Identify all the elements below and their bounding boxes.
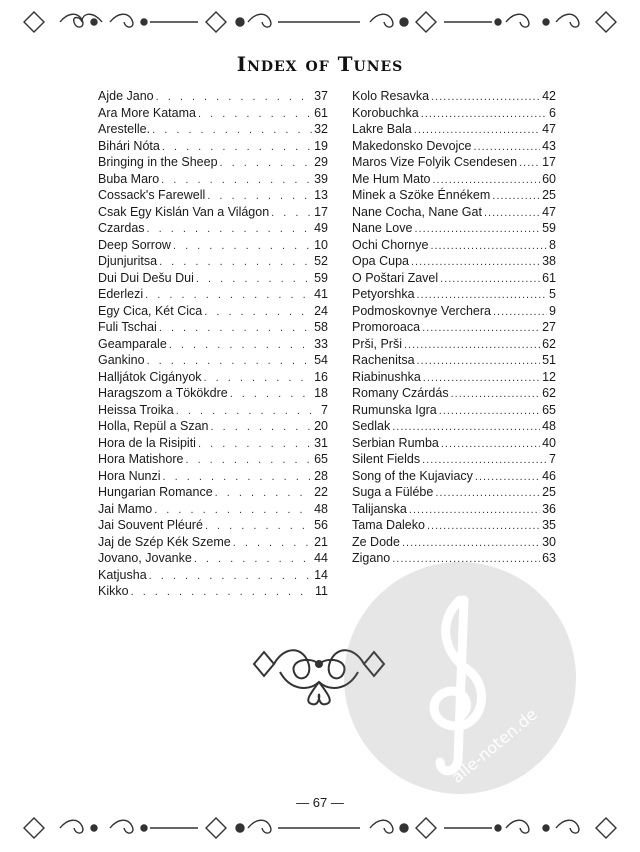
index-entry [98,253,328,270]
page-ref: 49 [314,221,328,235]
tune-name: Jai Mamo [98,501,153,516]
index-entry [352,534,556,551]
page-ref: 22 [314,485,328,499]
index-entry [352,303,556,320]
tune-name: Promoroaca [352,320,421,334]
page-ref: 28 [314,468,328,483]
page-ref: 54 [314,353,328,367]
page-title: Index of Tunes [236,52,404,76]
page-ref: 30 [542,534,556,549]
tune-name: Bihári Nóta [98,138,160,153]
dot-leader [149,568,312,585]
index-entry [98,468,328,485]
bottom-ornamental-border [20,814,620,842]
tune-name: Riabinushka [352,369,421,384]
page-ref: 19 [314,138,328,153]
dot-leader [169,337,312,354]
index-entry [352,121,556,138]
page-ref: 47 [542,204,556,219]
dot-leader [173,238,312,255]
index-entry [352,468,556,485]
tune-name: Arestelle. [98,122,151,136]
index-entry [352,369,556,386]
index-entry [352,253,556,270]
dot-leader [198,106,312,123]
index-entry [352,319,556,336]
tune-name: Halljátok Cigányok [98,369,202,384]
tune-name: Deep Sorrow [98,237,171,252]
tune-name: Nane Love [352,221,413,235]
tune-name: Djunjuritsa [98,254,158,268]
index-entry [98,451,328,468]
page-ref: 56 [314,518,328,532]
tune-name: Kolo Resavka [352,89,430,103]
page-ref: 46 [542,468,556,483]
tune-name: Serbian Rumba [352,435,439,450]
index-entry [352,484,556,501]
index-entry [98,484,328,501]
dot-leader [414,122,540,139]
knot-ornament [250,642,388,708]
dot-leader [493,304,547,321]
index-entry [98,435,328,452]
tune-name: Czardas [98,221,145,235]
index-entry [98,121,328,138]
dot-leader [220,155,313,172]
dot-leader [441,436,540,453]
dot-leader [474,139,541,156]
dot-leader [194,551,312,568]
dot-leader [422,320,540,337]
dot-leader [414,221,540,238]
page-ref: 41 [314,287,328,301]
dot-leader [204,370,313,387]
tune-name: Maros Vize Folyik Csendesen [352,155,518,169]
page-ref: 6 [549,105,556,120]
page-ref: 25 [542,485,556,499]
index-entry [352,385,556,402]
dot-leader [421,106,547,123]
page-ref: 62 [542,386,556,400]
tune-name: Silent Fields [352,452,421,466]
dot-leader [422,452,547,469]
page-ref: 58 [314,320,328,334]
dot-leader [196,271,312,288]
knot-ornament-icon [250,642,388,708]
dot-leader [163,469,313,486]
tune-name: Kikko [98,584,129,598]
page-ref: 21 [314,534,328,549]
dot-leader [519,155,540,172]
dot-leader [147,221,313,238]
tune-name: Ochi Chornye [352,237,429,252]
index-entry [352,237,556,254]
tune-name: Dui Dui Dešu Dui [98,270,194,285]
dot-leader [152,122,312,139]
ornamental-border-icon [20,814,620,842]
index-entry [352,550,556,567]
index-entry [98,369,328,386]
index-entry [98,319,328,336]
dot-leader [392,419,540,436]
tune-name: Hungarian Romance [98,485,213,499]
page-ref: 29 [314,155,328,169]
tune-name: Rumunska Igra [352,402,437,417]
index-entry [98,204,328,221]
page-ref: 51 [542,353,556,367]
index-entry [98,220,328,237]
page-ref: 11 [315,584,328,598]
index-entry [98,171,328,188]
tune-name: Opa Cupa [352,254,409,268]
page-ref: 42 [542,89,556,103]
dot-leader [417,353,541,370]
tune-name: Haragszom a Tökökdre [98,386,228,400]
page-ref: 59 [314,270,328,285]
tune-name: Cossack's Farewell [98,188,206,202]
page-ref: 44 [314,551,328,565]
dot-leader [435,485,540,502]
tune-name: Geamparale [98,336,167,351]
dot-leader [439,403,540,420]
index-entry [98,336,328,353]
page-ref: 32 [314,122,328,136]
index-entry [352,501,556,518]
index-entry [98,402,328,419]
tune-name: Hora Matishore [98,452,184,466]
tune-name: Ederlezi [98,287,144,301]
page-ref: 65 [314,452,328,466]
index-entry [352,220,556,237]
tune-name: Ajde Jano [98,89,154,103]
index-entry [352,435,556,452]
tune-name: O Poštari Zavel [352,270,439,285]
page-ref: 5 [549,287,556,301]
page-ref: 25 [542,188,556,202]
index-entry [352,286,556,303]
page-ref: 20 [314,419,328,433]
dot-leader [392,551,540,568]
index-entry [98,501,328,518]
tune-name: Hora de la Risipiti [98,435,196,450]
tune-name: Jai Souvent Pléuré [98,518,203,532]
index-entry [352,402,556,419]
page-ref: 7 [549,452,556,466]
index-entry [98,303,328,320]
tune-name: Hora Nunzi [98,468,161,483]
index-entry [352,336,556,353]
index-entry [98,534,328,551]
tune-name: Egy Cica, Két Cica [98,303,203,318]
ornamental-border-icon [20,8,620,36]
index-entry [98,517,328,534]
page-ref: 48 [314,501,328,516]
index-column-right [352,88,556,567]
tune-name: Suga a Fülébe [352,485,434,499]
dot-leader [154,502,312,519]
tune-name: Makedonsko Devojce [352,138,472,153]
index-entry [352,171,556,188]
index-entry [352,451,556,468]
index-entry [98,138,328,155]
page-ref: 40 [542,435,556,450]
index-entry [352,88,556,105]
page-ref: 52 [314,254,328,268]
index-entry [98,550,328,567]
dot-leader [411,254,540,271]
tune-name: Lakre Bala [352,122,412,136]
tune-name: Romany Czárdás [352,386,449,400]
dot-leader [161,172,312,189]
page-ref: 65 [542,402,556,417]
page-ref: 12 [542,369,556,384]
page-ref: 8 [549,237,556,252]
page-ref: 38 [542,254,556,268]
tune-name: Bringing in the Sheep [98,155,218,169]
page-ref: 62 [542,336,556,351]
index-entry [352,352,556,369]
index-entry [98,385,328,402]
index-entry [98,567,328,584]
index-entry [98,187,328,204]
tune-name: Heissa Troika [98,402,174,417]
dot-leader [230,386,312,403]
tune-name: Ara More Katama [98,105,196,120]
page-ref: 17 [314,204,328,219]
dot-leader [423,370,540,387]
tune-name: Talijanska [352,501,407,516]
page-ref: 18 [314,386,328,400]
dot-leader [440,271,540,288]
page-ref: 39 [314,171,328,186]
dot-leader [204,304,312,321]
dot-leader [475,469,540,486]
index-entry [98,237,328,254]
tune-name: Ze Dode [352,534,400,549]
tune-name: Tama Daleko [352,518,425,532]
index-column-left [98,88,328,600]
page-ref: 33 [314,336,328,351]
tune-name: Zigano [352,551,391,565]
dot-leader [162,139,312,156]
index-entry [352,418,556,435]
index-entry [352,105,556,122]
index-entry [98,88,328,105]
dot-leader [145,287,312,304]
tune-name: Nane Cocha, Nane Gat [352,204,482,219]
dot-leader [433,172,541,189]
page-ref: 63 [542,551,556,565]
page-ref: 7 [321,402,328,417]
index-entry [352,154,556,171]
tune-name: Holla, Repül a Szan [98,419,209,433]
index-entry [98,352,328,369]
tune-name: Podmoskovnye Verchera [352,303,491,318]
page-ref: 61 [542,270,556,285]
tune-name: Katjusha [98,567,147,582]
page-ref: 47 [542,122,556,136]
dot-leader [159,254,312,271]
dot-leader [207,188,312,205]
tune-name: Jovano, Jovanke [98,551,192,565]
page-ref: 48 [542,419,556,433]
page-number: — 67 — [296,795,344,810]
index-entry [98,105,328,122]
dot-leader [430,238,547,255]
page-ref: 24 [314,303,328,318]
tune-name: Me Hum Mato [352,171,431,186]
dot-leader [402,535,540,552]
index-entry [352,270,556,287]
dot-leader [271,205,312,222]
dot-leader [233,535,312,552]
page-ref: 60 [542,171,556,186]
page-ref: 43 [542,138,556,153]
dot-leader [492,188,540,205]
dot-leader [210,419,312,436]
dot-leader [156,89,312,106]
index-entry [98,418,328,435]
page-ref: 27 [542,320,556,334]
dot-leader [451,386,541,403]
index-entry [98,286,328,303]
dot-leader [431,89,540,106]
tune-name: Csak Egy Kislán Van a Világon [98,204,270,219]
index-entry [352,517,556,534]
index-entry [352,138,556,155]
page-ref: 14 [314,567,328,582]
dot-leader [147,353,313,370]
dot-leader [176,403,319,420]
dot-leader [159,320,312,337]
index-entry [352,204,556,221]
tune-name: Minek a Szöke Énnékem [352,188,491,202]
page-ref: 36 [542,501,556,516]
dot-leader [131,584,313,601]
page-ref: 17 [542,155,556,169]
dot-leader [205,518,312,535]
tune-name: Buba Maro [98,171,160,186]
page-ref: 59 [542,221,556,235]
top-ornamental-border [20,8,620,36]
dot-leader [198,436,312,453]
page-ref: 35 [542,518,556,532]
page-ref: 10 [314,237,328,252]
tune-name: Prši, Prši [352,336,402,351]
tune-name: Rachenitsa [352,353,415,367]
page-ref: 9 [549,303,556,318]
index-entry [98,154,328,171]
dot-leader [409,502,540,519]
tune-name: Petyorshka [352,287,415,301]
dot-leader [417,287,548,304]
tune-name: Song of the Kujaviacy [352,468,473,483]
index-entry [98,583,328,600]
page-ref: 16 [314,369,328,384]
page-ref: 37 [314,89,328,103]
index-entry [352,187,556,204]
tune-name: Korobuchka [352,105,419,120]
tune-name: Fuli Tschai [98,320,157,334]
tune-name: Jaj de Szép Kék Szeme [98,534,231,549]
watermark-text: alle-noten.de [447,704,541,787]
tune-name: Gankino [98,353,145,367]
page-ref: 13 [314,188,328,202]
tune-name: Sedlak [352,419,391,433]
dot-leader [404,337,540,354]
index-entry [98,270,328,287]
dot-leader [215,485,312,502]
page-ref: 61 [314,105,328,120]
page-ref: 31 [314,435,328,450]
dot-leader [185,452,312,469]
dot-leader [484,205,540,222]
dot-leader [427,518,540,535]
